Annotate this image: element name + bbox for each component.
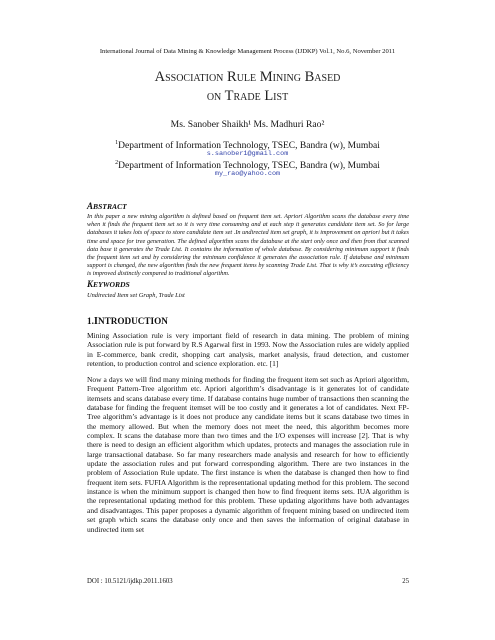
introduction-paragraph-2: Now a days we will find many mining methods for finding the frequent item set such as Apriori algorithm, Frequent Pattern-Tree algorithm etc. Apriori algorithm’s disadvantage is it generates lot of candidate itemsets and scans database every time. If database contains huge number of transactions then scanning the database for finding the frequent itemset will be too costly and it generates a lot of candidates. Next FP-Tree algorithm’s advantage is it does not produce any candidate items but it scans database two times in the memory allowed. But when the memory does not meet the need, this algorithm becomes more complex. It scans the database more than two times and the I/O expenses will increase [2]. That is why there is need to design an efficient algorithm which updates, protects and manages the association rule in large transactional database. So far many researchers made analysis and research for how to efficiently update the association rules and put forward corresponding algorithm. There are two instances in the problem of Association Rule update. The first instance is when the database is changed then how to find frequent item sets. FUFIA Algorithm is the representational updating method for this problem. The second instance is when the minimum support is changed then how to find frequent items sets. IUA algorithm is the representational updating method for this problem. These updating algorithms have both advantages and disadvantages. This paper proposes a dynamic algorithm of frequent mining based on undirected item set graph which scans the database only once and then saves the information of original database in undirected item set [87,375,409,534]
abstract-heading-cap: A [87,201,94,211]
introduction-number: 1. [87,316,94,326]
page-number: 25 [402,578,409,585]
introduction-heading [87,316,168,327]
introduction-paragraph-1: Mining Association rule is very important field of research in data mining. The problem of mining Association rule is put forward by R.S Agarwal first in 1993. Now the Association rules are widely applied in E-commerce, bank credit, shopping cart analysis, market analysis, fraud detection, and customer retention, to production control and science exploration. etc. [1] [87,331,409,369]
affiliation-1-sup: 1 [115,140,119,146]
title-line-1: Association Rule Mining Based [154,69,341,85]
abstract-heading-rest: BSTRACT [93,202,127,211]
affiliation-1-email[interactable]: s.sanober1@gmail.com [206,150,289,158]
introduction-heading-cap: I [93,316,98,327]
title-line-2: on Trade List [206,88,289,104]
affiliation-2-email[interactable]: my_rao@yahoo.com [214,170,281,178]
journal-header: International Journal of Data Mining & Knowledge Management Process (IJDKP) Vol.1, No.6, November 2011 [99,48,396,55]
author-list: Ms. Sanober Shaikh¹ Ms. Madhuri Rao² [170,119,325,130]
keywords-heading-rest: EYWORDS [93,280,130,289]
paper-title [40,68,455,106]
affiliation-1-text: Department of Information Technology, TSEC, Bandra (w), Mumbai [118,141,380,152]
affiliation-2-sup: 2 [115,160,119,166]
keywords-heading [87,279,130,289]
abstract-text: In this paper a new mining algorithm is defined based on frequent item set. Apriori Algorithm scans the database every time when it finds the frequent item set so it is very time consuming and at each step it generates candidate item set. So for large databases it takes lots of space to store candidate item set .In undirected item set graph, it is improvement on apriori but it takes time and space for tree generation. The defined algorithm scans the database at the start only once and then from that scanned data base it generates the Trade List. It contains the information of whole database. By considering minimum support it finds the frequent item set and by considering the minimum confidence it generates the association rule. If database and minimum support is changed, the new algorithm finds the new frequent items by scanning Trade List. That is why it’s executing efficiency is improved distinctly compared to traditional algorithm. [87,213,409,278]
abstract-heading [87,201,127,211]
affiliation-2-text: Department of Information Technology, TSEC, Bandra (w), Mumbai [118,161,380,172]
keywords-text: Undirected Item set Graph, Trade List [87,292,185,299]
introduction-heading-rest: NTRODUCTION [97,316,168,326]
keywords-heading-cap: K [87,279,94,289]
footer-doi: DOI : 10.5121/ijdkp.2011.1603 [87,578,173,585]
